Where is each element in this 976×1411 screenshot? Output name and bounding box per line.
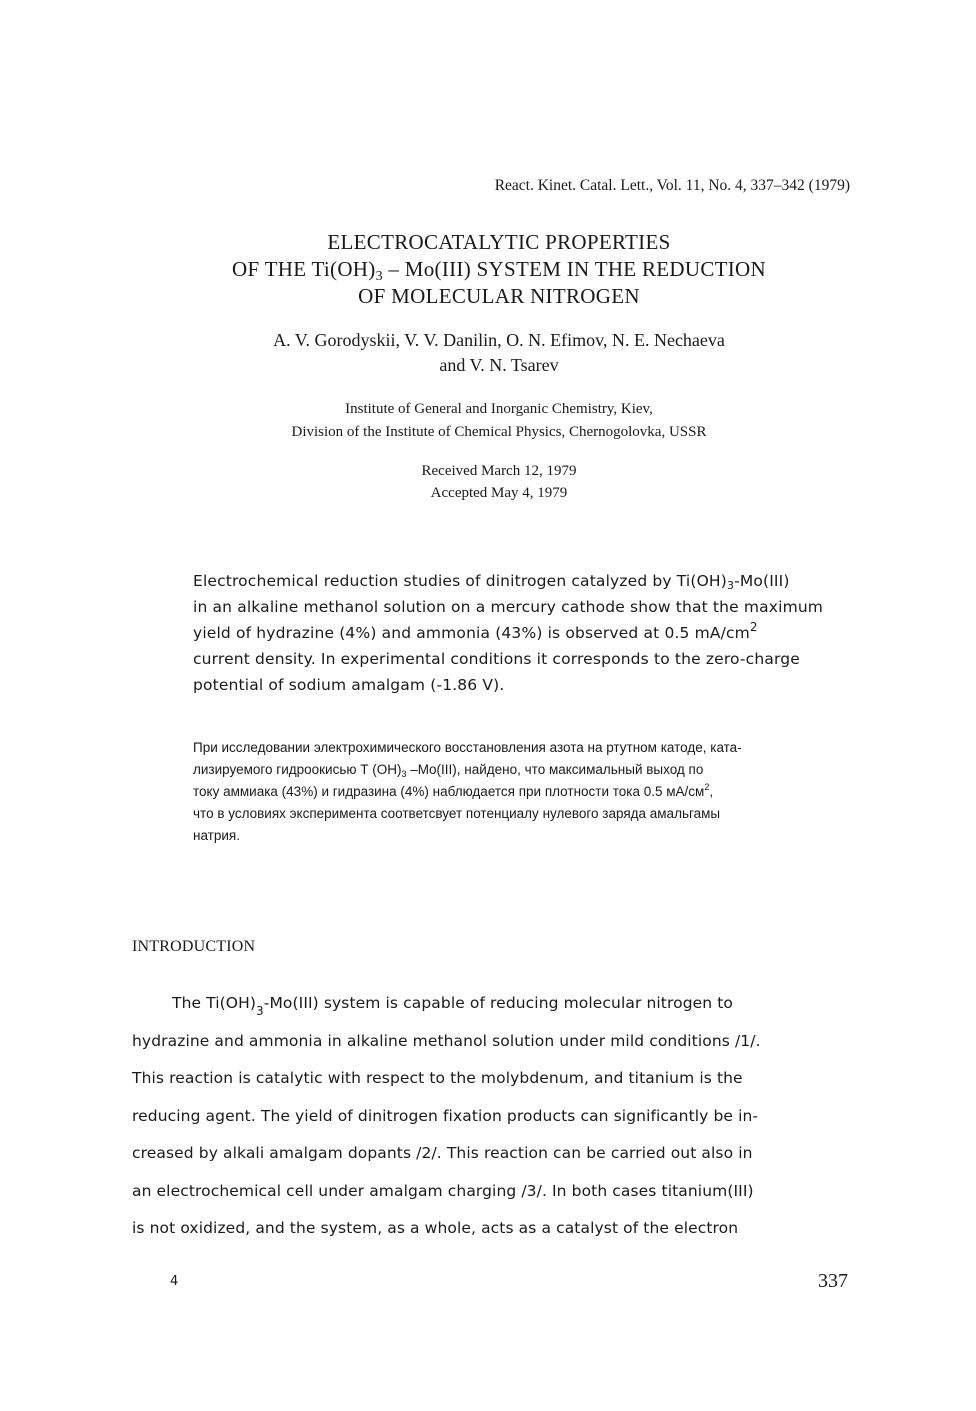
footer-signature-mark: 4 — [170, 1274, 179, 1289]
intro-line: The $Ti(OH)_3-Mo(III)$ system is capable of reducing molecular nitrogen to — [172, 994, 733, 1018]
submission-dates — [0, 460, 976, 504]
affiliation — [0, 398, 976, 444]
intro-line: This reaction is catalytic with respect to the molybdenum, and titanium is the — [132, 1069, 743, 1087]
authors-line-1: A. V. Gorodyskii, V. V. Danilin, O. N. Efimov, N. E. Nechaeva — [273, 330, 725, 350]
abstract-english — [193, 568, 883, 698]
accepted-date: Accepted May 4, 1979 — [430, 485, 568, 501]
intro-line: is not oxidized, and the system, as a whole, acts as a catalyst of the electron — [132, 1219, 739, 1237]
authors-line-2: and V. N. Tsarev — [439, 355, 559, 375]
intro-line: creased by alkali amalgam dopants /2/. This reaction can be carried out also in — [132, 1144, 753, 1162]
title-line-1: ELECTROCATALYTIC PROPERTIES — [327, 230, 671, 254]
abstract-en-line: Electrochemical reduction studies of dinitrogen catalyzed by $Ti(OH)_3-Mo(III)$ — [193, 572, 790, 592]
title-line-2: OF THE $Ti(OH)_3 - Mo(III)$ SYSTEM IN THE REDUCTION — [232, 257, 766, 284]
introduction-body — [132, 985, 852, 1248]
intro-line: an electrochemical cell under amalgam charging /3/. In both cases titanium(III) — [132, 1181, 754, 1200]
abstract-ru-line: лизируемого гидроокисью Т $(OH)_3$ –Mo(III), найдено, что максимальный выход по — [193, 762, 704, 779]
affiliation-line-1: Institute of General and Inorganic Chemistry, Kiev, — [345, 401, 653, 417]
author-list — [0, 328, 976, 378]
affiliation-line-2: Division of the Institute of Chemical Physics, Chernogolovka, USSR — [291, 424, 707, 440]
abstract-russian — [193, 737, 883, 847]
received-date: Received March 12, 1979 — [421, 463, 577, 479]
abstract-en-line: potential of sodium amalgam (-1.86 V). — [193, 676, 505, 694]
abstract-ru-line: току аммиака (43%) и гидразина (4%) наблюдается при плотности тока 0.5 $мА/см^2$, — [193, 782, 714, 799]
abstract-ru-line: натрия. — [193, 828, 240, 843]
journal-citation: React. Kinet. Catal. Lett., Vol. 11, No. 4, 337–342 (1979) — [494, 177, 850, 194]
abstract-ru-line: что в условиях эксперимента соответсвует потенциалу нулевого заряда амальгамы — [193, 806, 721, 821]
section-heading-introduction: INTRODUCTION — [132, 938, 256, 955]
title-line-3: OF MOLECULAR NITROGEN — [358, 284, 640, 308]
abstract-en-line: in an alkaline methanol solution on a mercury cathode show that the maximum — [193, 598, 824, 616]
abstract-en-line: yield of hydrazine (4%) and ammonia (43%) is observed at 0.5 $mA/cm^2$ — [193, 620, 758, 642]
intro-line: hydrazine and ammonia in alkaline methanol solution under mild conditions /1/. — [132, 1031, 761, 1050]
abstract-en-line: current density. In experimental conditions it corresponds to the zero-charge — [193, 650, 800, 668]
abstract-ru-line: При исследовании электрохимического восстановления азота на ртутном катоде, ката- — [193, 740, 742, 755]
page-number: 337 — [818, 1270, 848, 1292]
paper-title — [0, 229, 976, 310]
intro-line: reducing agent. The yield of dinitrogen fixation products can significantly be in- — [132, 1106, 759, 1125]
